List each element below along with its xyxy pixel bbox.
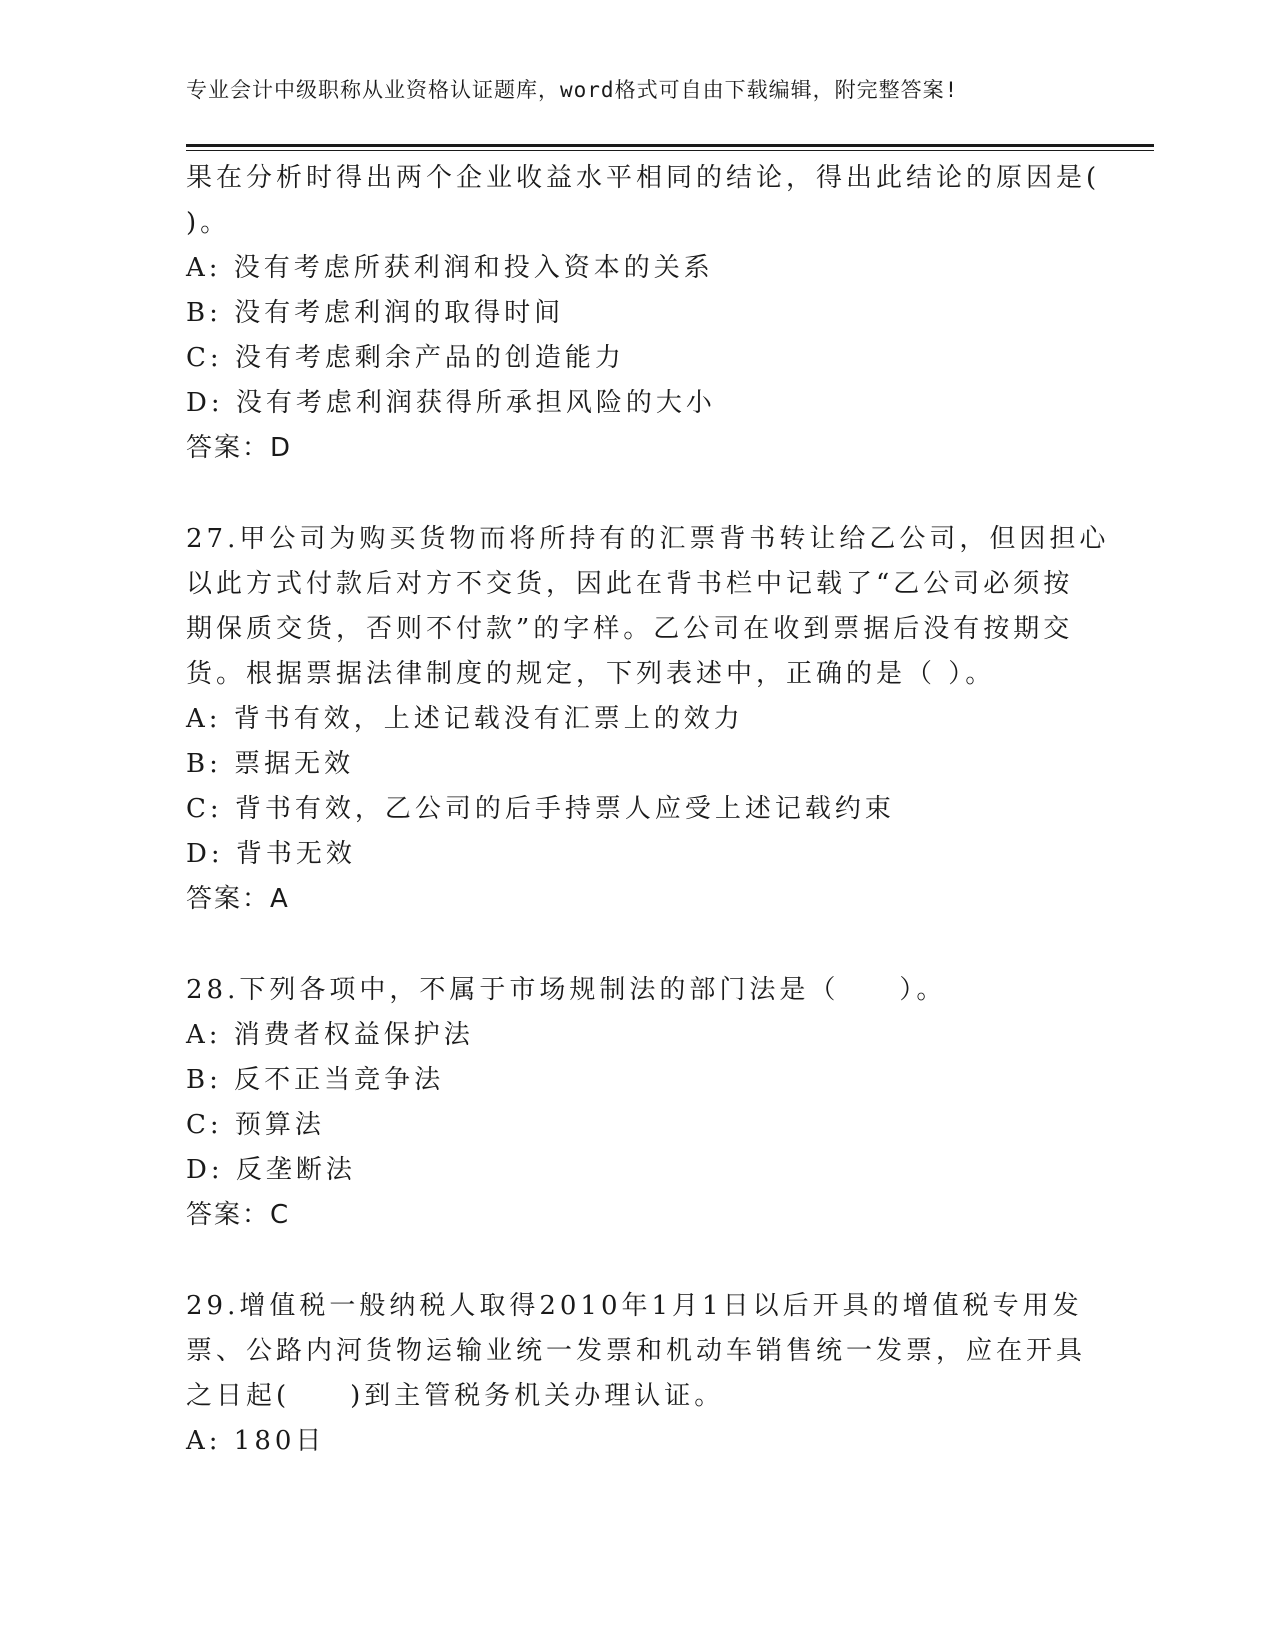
option-c: C: 没有考虑剩余产品的创造能力 [186,343,625,373]
option-b: B: 反不正当竞争法 [186,1065,445,1095]
question-stem-line: 之日起( )到主管税务机关办理认证。 [186,1381,725,1411]
header-rule-thin [186,150,1154,151]
question-stem-line: 29.增值税一般纳税人取得2010年1月1日以后开具的增值税专用发 [186,1291,1083,1321]
option-b: B: 票据无效 [186,749,355,779]
option-c: C: 预算法 [186,1110,325,1140]
question-stem-line: 27.甲公司为购买货物而将所持有的汇票背书转让给乙公司，但因担心 [186,524,1110,554]
option-a: A: 没有考虑所获利润和投入资本的关系 [186,253,714,283]
option-d: D: 没有考虑利润获得所承担风险的大小 [186,388,716,418]
question-stem-line: )。 [186,208,231,238]
option-d: D: 反垄断法 [186,1155,356,1185]
question-26 [186,156,1101,471]
option-c: C: 背书有效，乙公司的后手持票人应受上述记载约束 [186,794,895,824]
question-stem-line: 28.下列各项中，不属于市场规制法的部门法是（ ）。 [186,975,947,1005]
header-rule-thick [186,144,1154,147]
question-stem-line: 货。根据票据法律制度的规定，下列表述中，正确的是（ ）。 [186,659,996,689]
answer-line: 答案：A [186,884,290,914]
option-a: A: 背书有效，上述记载没有汇票上的效力 [186,704,744,734]
question-29 [186,1284,1086,1464]
option-a: A: 消费者权益保护法 [186,1020,474,1050]
question-stem-line: 期保质交货，否则不付款”的字样。乙公司在收到票据后没有按期交 [186,614,1074,644]
question-27 [186,517,1110,922]
answer-line: 答案：D [186,433,293,463]
question-stem-line: 票、公路内河货物运输业统一发票和机动车销售统一发票，应在开具 [186,1336,1087,1366]
question-stem-line: 果在分析时得出两个企业收益水平相同的结论，得出此结论的原因是( [186,163,1101,193]
question-28 [186,968,1086,1238]
document-body [186,156,1110,1464]
question-spacer [186,922,1086,968]
question-spacer [186,1238,1086,1284]
question-stem-line: 以此方式付款后对方不交货，因此在背书栏中记载了“乙公司必须按 [186,569,1074,599]
option-b: B: 没有考虑利润的取得时间 [186,298,565,328]
option-d: D: 背书无效 [186,839,356,869]
answer-line: 答案：C [186,1200,291,1230]
page-header: 专业会计中级职称从业资格认证题库，word格式可自由下载编辑，附完整答案! [186,78,959,102]
option-a: A: 180日 [186,1426,326,1456]
question-spacer [186,471,1086,517]
